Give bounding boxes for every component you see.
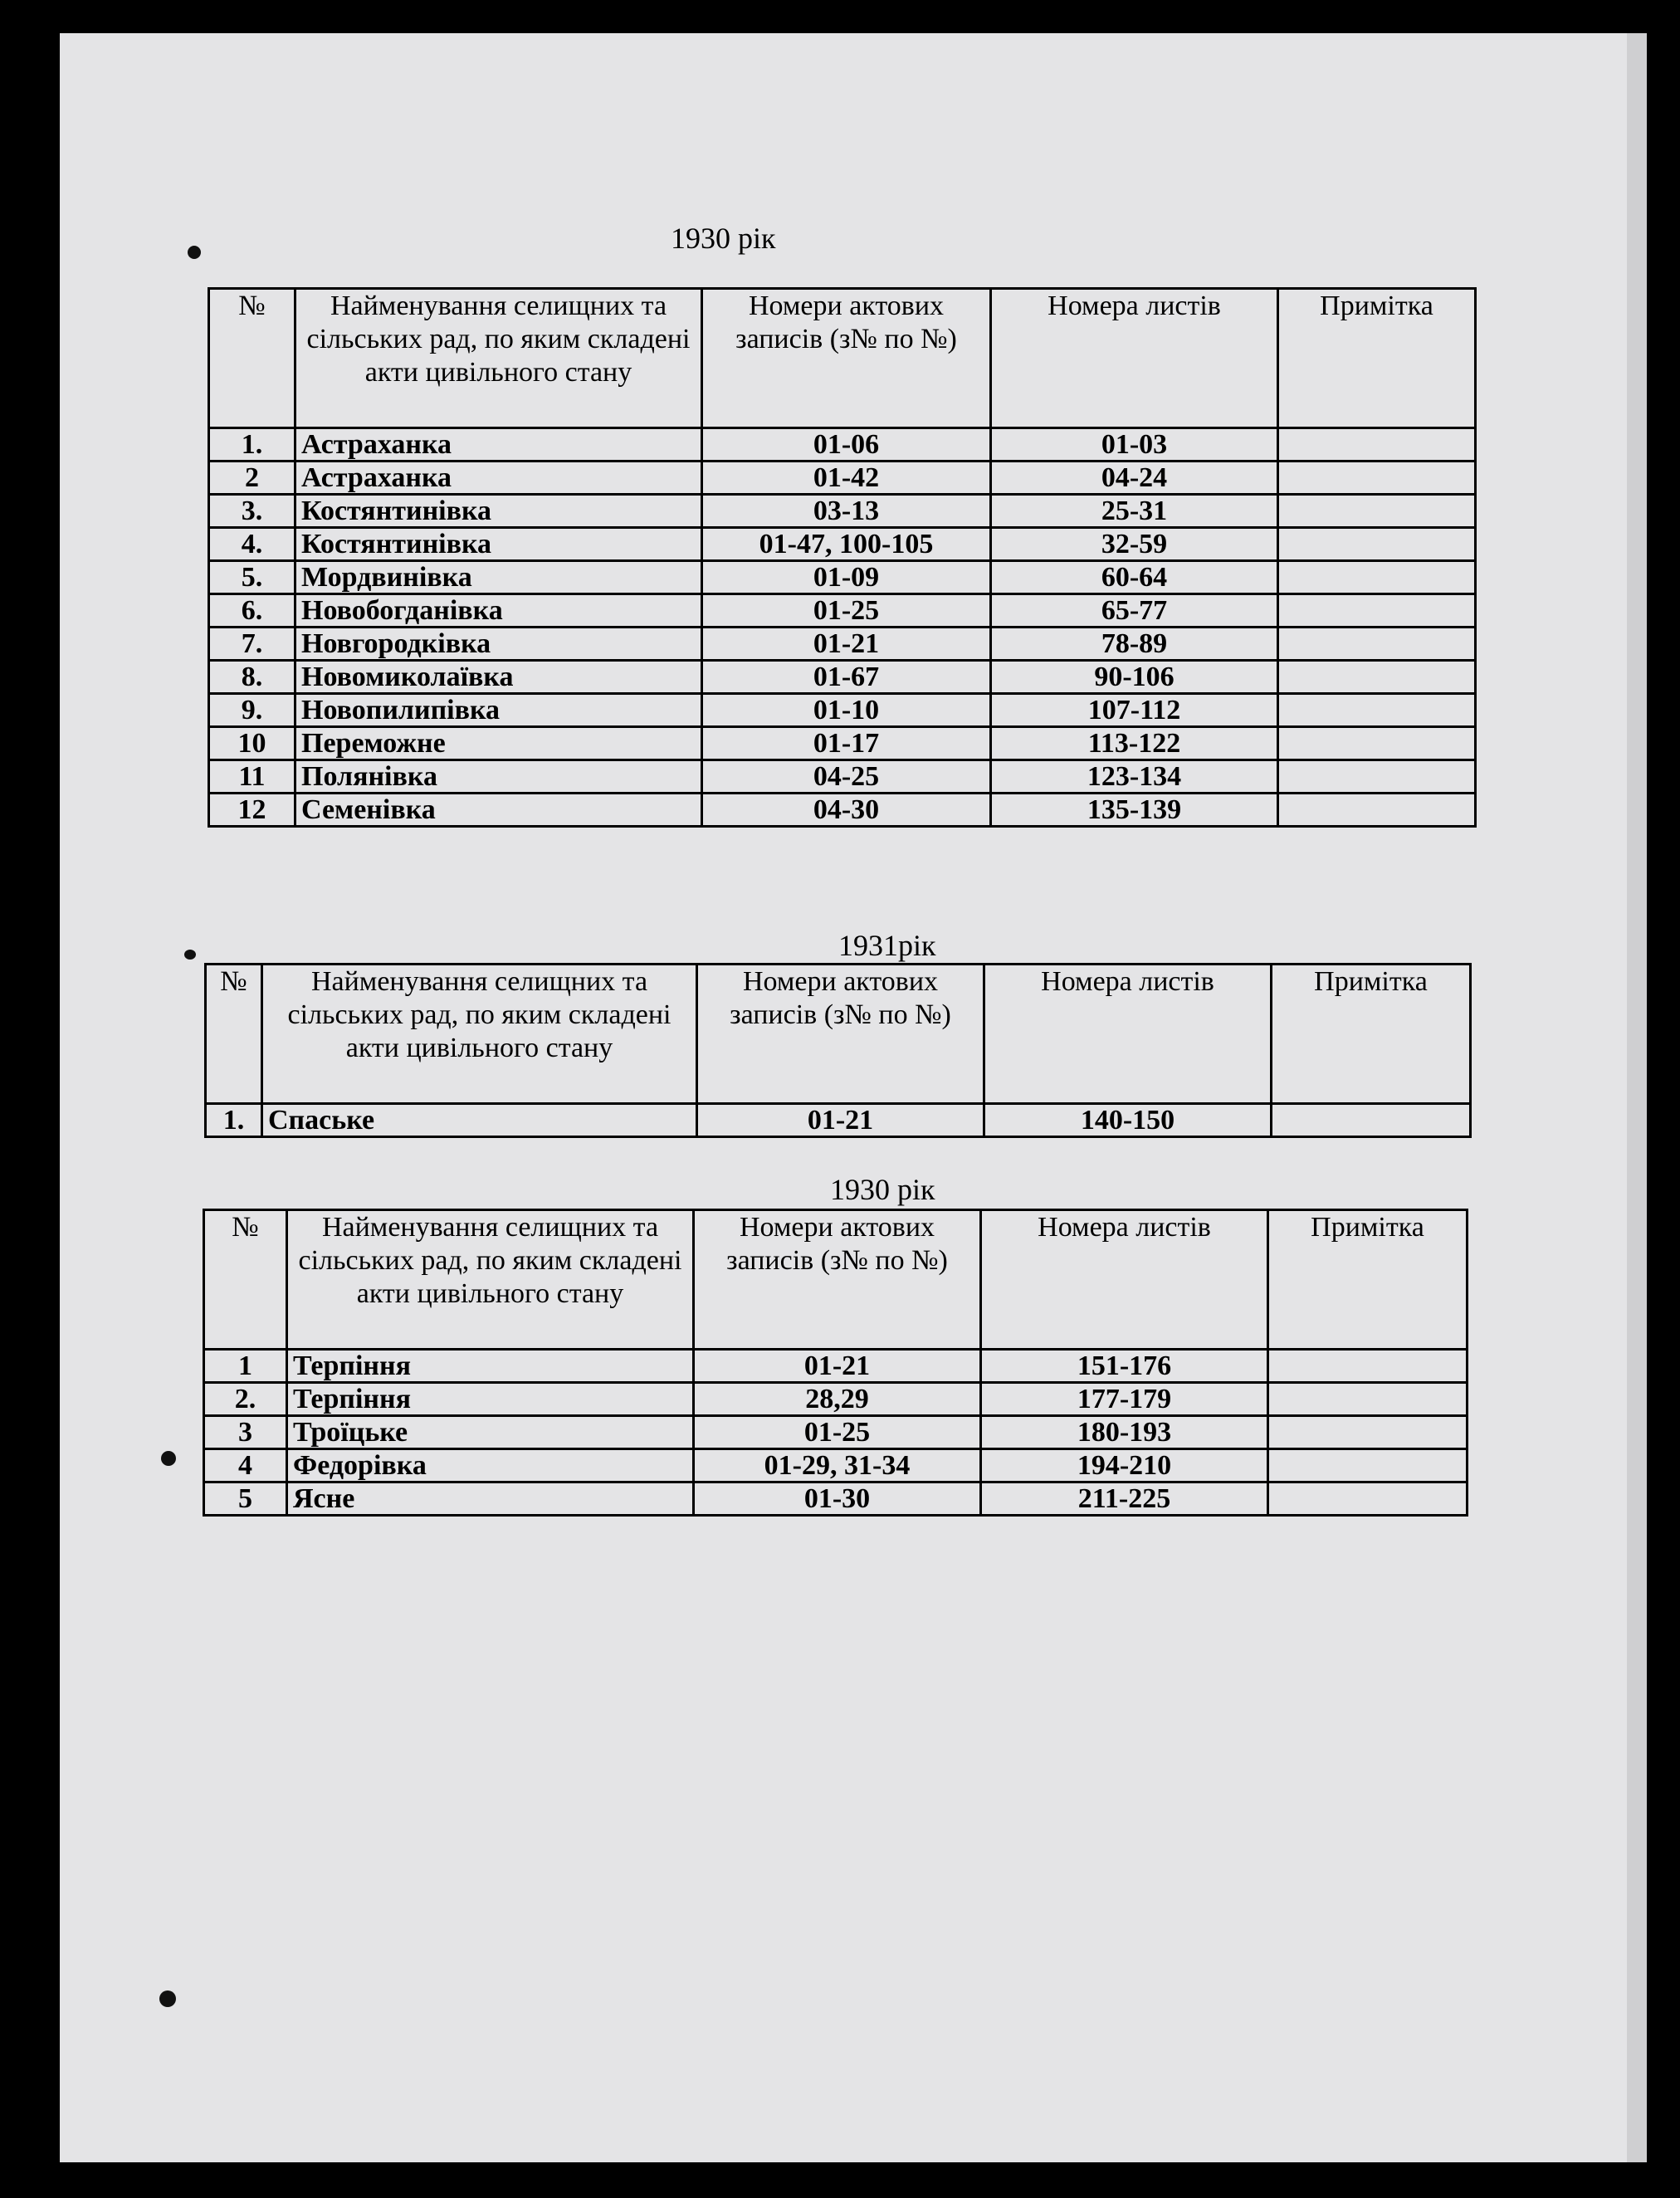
registry-table xyxy=(208,287,1477,828)
record-numbers: 01-67 xyxy=(702,661,991,694)
header-council-name: Найменування селищних та сільських рад, по яким складені акти цивільного стану xyxy=(295,289,702,428)
record-numbers: 01-47, 100-105 xyxy=(702,528,991,561)
table-row xyxy=(209,661,1476,694)
council-name: Мордвинівка xyxy=(295,561,702,594)
header-sheet-numbers: Номера листів xyxy=(991,289,1278,428)
note-cell xyxy=(1278,727,1476,760)
header-note: Примітка xyxy=(1268,1210,1468,1350)
row-number: 2 xyxy=(209,462,295,495)
table-row xyxy=(209,594,1476,628)
note-cell xyxy=(1268,1416,1468,1449)
record-numbers: 01-21 xyxy=(694,1350,981,1383)
header-sheet-numbers: Номера листів xyxy=(984,965,1272,1104)
sheet-numbers: 177-179 xyxy=(981,1383,1268,1416)
note-cell xyxy=(1268,1449,1468,1482)
record-numbers: 01-10 xyxy=(702,694,991,727)
record-numbers: 01-25 xyxy=(694,1416,981,1449)
row-number: 11 xyxy=(209,760,295,794)
row-number: 3. xyxy=(209,495,295,528)
table-row xyxy=(209,694,1476,727)
council-name: Новобогданівка xyxy=(295,594,702,628)
sheet-numbers: 180-193 xyxy=(981,1416,1268,1449)
header-record-numbers: Номери актових записів (з№ по №) xyxy=(697,965,984,1104)
table-row xyxy=(204,1350,1468,1383)
council-name: Полянівка xyxy=(295,760,702,794)
row-number: 4 xyxy=(204,1449,287,1482)
record-numbers: 01-42 xyxy=(702,462,991,495)
council-name: Новопилипівка xyxy=(295,694,702,727)
record-numbers: 01-30 xyxy=(694,1482,981,1516)
sheet-numbers: 01-03 xyxy=(991,428,1278,462)
council-name: Новгородківка xyxy=(295,628,702,661)
council-name: Астраханка xyxy=(295,428,702,462)
table-row xyxy=(209,628,1476,661)
row-number: 5 xyxy=(204,1482,287,1516)
council-name: Спаське xyxy=(262,1104,697,1137)
council-name: Федорівка xyxy=(287,1449,694,1482)
note-cell xyxy=(1278,794,1476,827)
binding-hole-mark xyxy=(188,246,201,259)
table-row xyxy=(209,760,1476,794)
note-cell xyxy=(1278,462,1476,495)
note-cell xyxy=(1272,1104,1471,1137)
sheet-numbers: 211-225 xyxy=(981,1482,1268,1516)
council-name: Троїцьке xyxy=(287,1416,694,1449)
council-name: Переможне xyxy=(295,727,702,760)
sheet-numbers: 32-59 xyxy=(991,528,1278,561)
row-number: 7. xyxy=(209,628,295,661)
table-row xyxy=(209,528,1476,561)
row-number: 10 xyxy=(209,727,295,760)
council-name: Ясне xyxy=(287,1482,694,1516)
table-row xyxy=(209,727,1476,760)
note-cell xyxy=(1278,760,1476,794)
header-number: № xyxy=(209,289,295,428)
council-name: Костянтинівка xyxy=(295,528,702,561)
record-numbers: 04-25 xyxy=(702,760,991,794)
table-row xyxy=(204,1383,1468,1416)
row-number: 5. xyxy=(209,561,295,594)
section-year-title: 1930 рік xyxy=(671,222,776,255)
record-numbers: 03-13 xyxy=(702,495,991,528)
record-numbers: 01-21 xyxy=(702,628,991,661)
row-number: 3 xyxy=(204,1416,287,1449)
council-name: Терпіння xyxy=(287,1383,694,1416)
sheet-numbers: 140-150 xyxy=(984,1104,1272,1137)
table-row xyxy=(204,1482,1468,1516)
row-number: 1 xyxy=(204,1350,287,1383)
page-edge xyxy=(1627,33,1647,2162)
row-number: 9. xyxy=(209,694,295,727)
binding-hole-mark xyxy=(161,1451,176,1466)
record-numbers: 01-29, 31-34 xyxy=(694,1449,981,1482)
table-header-row xyxy=(209,289,1476,428)
header-number: № xyxy=(206,965,262,1104)
row-number: 1. xyxy=(206,1104,262,1137)
sheet-numbers: 25-31 xyxy=(991,495,1278,528)
row-number: 8. xyxy=(209,661,295,694)
sheet-numbers: 135-139 xyxy=(991,794,1278,827)
record-numbers: 04-30 xyxy=(702,794,991,827)
record-numbers: 01-25 xyxy=(702,594,991,628)
note-cell xyxy=(1278,594,1476,628)
council-name: Терпіння xyxy=(287,1350,694,1383)
table-row xyxy=(209,561,1476,594)
header-note: Примітка xyxy=(1272,965,1471,1104)
sheet-numbers: 151-176 xyxy=(981,1350,1268,1383)
note-cell xyxy=(1268,1383,1468,1416)
sheet-numbers: 60-64 xyxy=(991,561,1278,594)
note-cell xyxy=(1278,694,1476,727)
record-numbers: 01-21 xyxy=(697,1104,984,1137)
note-cell xyxy=(1278,495,1476,528)
table-row xyxy=(209,428,1476,462)
table-header-row xyxy=(204,1210,1468,1350)
sheet-numbers: 113-122 xyxy=(991,727,1278,760)
header-note: Примітка xyxy=(1278,289,1476,428)
table-row xyxy=(209,495,1476,528)
registry-table xyxy=(204,963,1472,1138)
sheet-numbers: 107-112 xyxy=(991,694,1278,727)
row-number: 12 xyxy=(209,794,295,827)
row-number: 4. xyxy=(209,528,295,561)
row-number: 6. xyxy=(209,594,295,628)
record-numbers: 01-09 xyxy=(702,561,991,594)
council-name: Новомиколаївка xyxy=(295,661,702,694)
note-cell xyxy=(1268,1350,1468,1383)
table-row xyxy=(209,462,1476,495)
table-header-row xyxy=(206,965,1471,1104)
header-sheet-numbers: Номера листів xyxy=(981,1210,1268,1350)
sheet-numbers: 194-210 xyxy=(981,1449,1268,1482)
note-cell xyxy=(1278,561,1476,594)
sheet-numbers: 04-24 xyxy=(991,462,1278,495)
header-council-name: Найменування селищних та сільських рад, по яким складені акти цивільного стану xyxy=(287,1210,694,1350)
note-cell xyxy=(1278,661,1476,694)
sheet-numbers: 123-134 xyxy=(991,760,1278,794)
binding-hole-mark xyxy=(159,1990,176,2007)
table-row xyxy=(204,1416,1468,1449)
registry-table xyxy=(203,1209,1468,1517)
sheet-numbers: 90-106 xyxy=(991,661,1278,694)
council-name: Костянтинівка xyxy=(295,495,702,528)
header-council-name: Найменування селищних та сільських рад, по яким складені акти цивільного стану xyxy=(262,965,697,1104)
note-cell xyxy=(1278,428,1476,462)
table-row xyxy=(204,1449,1468,1482)
record-numbers: 01-06 xyxy=(702,428,991,462)
section-year-title: 1930 рік xyxy=(830,1173,935,1206)
note-cell xyxy=(1278,628,1476,661)
council-name: Астраханка xyxy=(295,462,702,495)
header-record-numbers: Номери актових записів (з№ по №) xyxy=(694,1210,981,1350)
row-number: 2. xyxy=(204,1383,287,1416)
binding-hole-mark xyxy=(184,950,196,960)
council-name: Семенівка xyxy=(295,794,702,827)
table-row xyxy=(209,794,1476,827)
sheet-numbers: 78-89 xyxy=(991,628,1278,661)
row-number: 1. xyxy=(209,428,295,462)
table-row xyxy=(206,1104,1471,1137)
record-numbers: 28,29 xyxy=(694,1383,981,1416)
note-cell xyxy=(1268,1482,1468,1516)
header-record-numbers: Номери актових записів (з№ по №) xyxy=(702,289,991,428)
record-numbers: 01-17 xyxy=(702,727,991,760)
note-cell xyxy=(1278,528,1476,561)
header-number: № xyxy=(204,1210,287,1350)
section-year-title: 1931рік xyxy=(838,929,936,962)
sheet-numbers: 65-77 xyxy=(991,594,1278,628)
